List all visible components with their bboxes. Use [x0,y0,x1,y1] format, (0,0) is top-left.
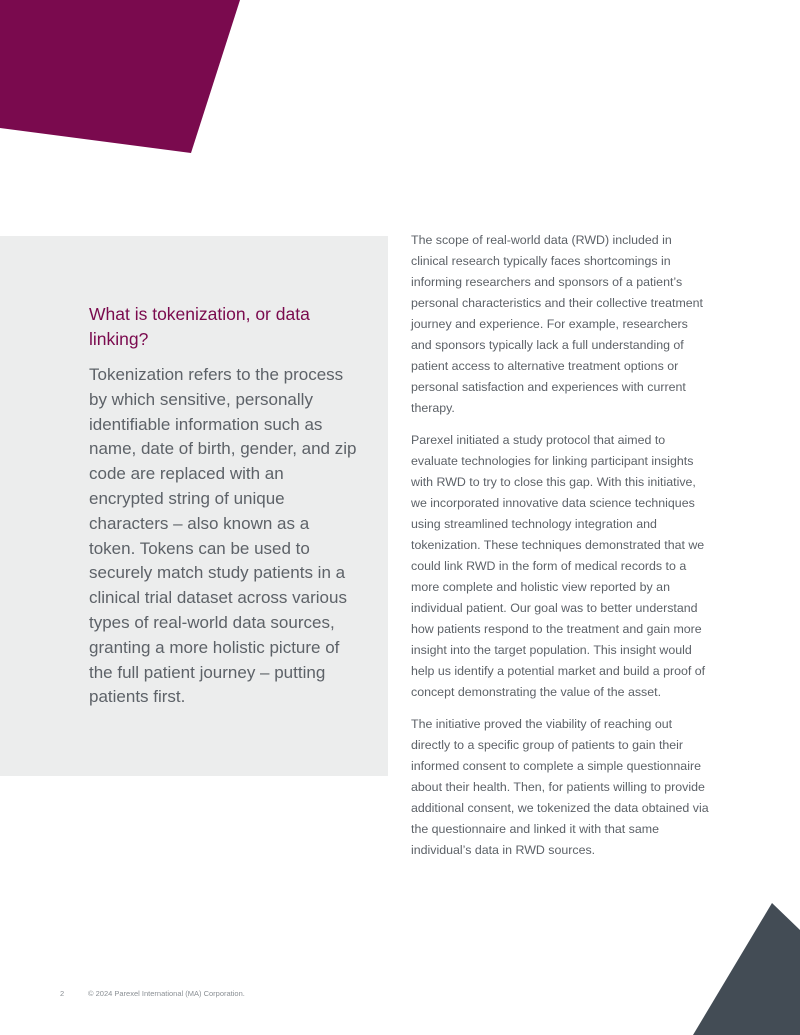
paragraph-scope: The scope of real-world data (RWD) included in clinical research typically faces shortcomings in informing researchers and sponsors of a patient’s personal characteristics and their collective treatment journey and experience. For example, researchers and sponsors typically lack a full understanding of patient access to alternative treatment options or personal satisfaction and experiences with current therapy. [411,233,704,415]
page-number: 2 [60,989,65,998]
sidebar-heading: What is tokenization, or data linking? [89,304,310,349]
page-footer [60,989,245,998]
copyright-text: © 2024 Parexel International (MA) Corporation. [88,989,245,998]
sidebar-body-text: Tokenization refers to the process by which sensitive, personally identifiable information such as name, date of birth, gender, and zip code are replaced with an encrypted string of unique characters – also known as a token. Tokens can be used to securely match study patients in a clinical trial dataset across various types of real-world data sources, granting a more holistic picture of the full patient journey – putting patients first. [89,365,357,707]
paragraph-viability: The initiative proved the viability of reaching out directly to a specific group of patients to gain their informed consent to complete a simple questionnaire about their health. Then, for patients willing to provide additional consent, we tokenized the data obtained via the questionnaire and linked it with that same individual’s data in RWD sources. [411,717,709,857]
slate-corner-shape [693,903,800,1035]
main-text-column [411,230,711,872]
paragraph-initiative: Parexel initiated a study protocol that aimed to evaluate technologies for linking participant insights with RWD to try to close this gap. With this initiative, we incorporated innovative data science techniques using streamlined technology integration and tokenization. These techniques demonstrated that we could link RWD in the form of medical records to a more complete and holistic view reported by an individual patient. Our goal was to better understand how patients respond to the treatment and gain more insight into the target population. This insight would help us identify a potential market and build a proof of concept demonstrating the value of the asset. [411,433,706,699]
magenta-corner-shape [0,0,240,153]
